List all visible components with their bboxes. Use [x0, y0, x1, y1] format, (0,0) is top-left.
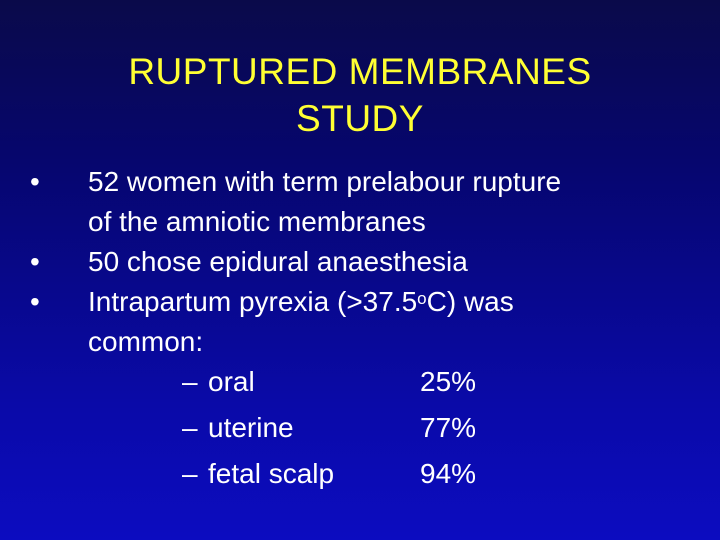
bullet-text-continuation: of the amniotic membranes	[88, 206, 426, 237]
sub-value: 77%	[420, 412, 477, 443]
sub-label: oral	[208, 366, 255, 397]
bullet-text: 52 women with term prelabour rupture	[88, 166, 562, 197]
sub-label: uterine	[208, 412, 294, 443]
sub-item-uterine	[30, 408, 710, 454]
sub-label: fetal scalp	[208, 458, 335, 489]
bullet-dot: •	[30, 166, 40, 197]
bullet-text	[88, 282, 710, 322]
bullet-text-post: C) was	[426, 286, 514, 317]
bullet-list	[30, 162, 710, 500]
bullet-dot: •	[30, 246, 40, 277]
bullet-item-epidural	[30, 242, 710, 282]
sub-item-fetal-scalp	[30, 454, 710, 500]
sub-dash: –	[182, 458, 198, 489]
sub-value: 25%	[420, 366, 477, 397]
bullet-text: 50 chose epidural anaesthesia	[88, 246, 468, 277]
slide-title-line-1: RUPTURED MEMBRANES	[128, 51, 592, 92]
slide-title	[0, 48, 720, 142]
bullet-text-continuation: common:	[88, 326, 204, 357]
sub-item-oral	[30, 362, 710, 408]
sub-value: 94%	[420, 458, 477, 489]
bullet-dot: •	[30, 286, 40, 317]
degree-superscript: o	[417, 289, 427, 308]
sub-list	[30, 362, 710, 500]
bullet-item-pyrexia	[30, 282, 710, 362]
sub-dash: –	[182, 366, 198, 397]
slide-title-line-2: STUDY	[296, 98, 424, 139]
sub-dash: –	[182, 412, 198, 443]
bullet-item-women	[30, 162, 710, 242]
bullet-text-pre: Intrapartum pyrexia (>37.5	[88, 286, 418, 317]
